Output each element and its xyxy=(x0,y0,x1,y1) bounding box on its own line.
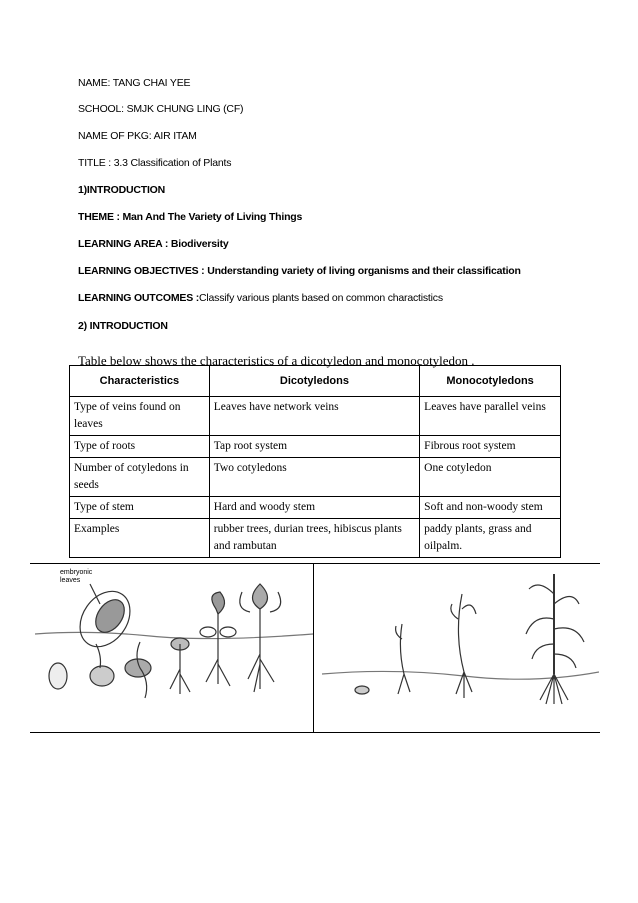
table-cell: Type of stem xyxy=(70,497,210,519)
column-header: Dicotyledons xyxy=(209,366,419,397)
table-cell: One cotyledon xyxy=(420,458,561,497)
germination-figure xyxy=(30,563,600,733)
table-header-row xyxy=(70,366,561,397)
table-cell: Tap root system xyxy=(209,436,419,458)
table-cell: Soft and non-woody stem xyxy=(420,497,561,519)
theme: THEME : Man And The Variety of Living Things xyxy=(78,211,303,223)
learning-objectives: LEARNING OBJECTIVES : Understanding variety of living organisms and their classification xyxy=(78,265,521,277)
table-cell: Leaves have network veins xyxy=(209,397,419,436)
learning-outcomes xyxy=(78,292,443,304)
section1-heading: 1)INTRODUCTION xyxy=(78,184,166,196)
table-cell: Fibrous root system xyxy=(420,436,561,458)
table-cell: Type of roots xyxy=(70,436,210,458)
dicot-germination-illustration xyxy=(30,564,313,732)
learning-outcomes-label: LEARNING OUTCOMES : xyxy=(78,292,200,304)
document-title: TITLE : 3.3 Classification of Plants xyxy=(78,157,232,169)
column-header: Monocotyledons xyxy=(420,366,561,397)
table-row xyxy=(70,436,561,458)
table-row xyxy=(70,497,561,519)
table-cell: Type of veins found on leaves xyxy=(70,397,210,436)
table-intro: Table below shows the characteristics of a dicotyledon and monocotyledon . xyxy=(78,353,475,368)
table-cell: Two cotyledons xyxy=(209,458,419,497)
monocot-germination-illustration xyxy=(314,564,599,732)
section2-heading: 2) INTRODUCTION xyxy=(78,320,168,332)
characteristics-table xyxy=(69,365,561,558)
leaves-label: leaves xyxy=(60,577,81,584)
table-cell: rubber trees, durian trees, hibiscus plants and rambutan xyxy=(209,519,419,558)
table-cell: Examples xyxy=(70,519,210,558)
table-row xyxy=(70,458,561,497)
learning-outcomes-text: Classify various plants based on common charactistics xyxy=(199,292,443,304)
learning-area: LEARNING AREA : Biodiversity xyxy=(78,238,229,250)
table-cell: Number of cotyledons in seeds xyxy=(70,458,210,497)
student-name: NAME: TANG CHAI YEE xyxy=(78,77,191,89)
pkg-name: NAME OF PKG: AIR ITAM xyxy=(78,130,197,142)
table-row xyxy=(70,519,561,558)
embryonic-label: embryonic xyxy=(60,569,93,576)
table-cell: paddy plants, grass and oilpalm. xyxy=(420,519,561,558)
table-cell: Leaves have parallel veins xyxy=(420,397,561,436)
column-header: Characteristics xyxy=(70,366,210,397)
table-cell: Hard and woody stem xyxy=(209,497,419,519)
table-row xyxy=(70,397,561,436)
school-name: SCHOOL: SMJK CHUNG LING (CF) xyxy=(78,103,244,115)
